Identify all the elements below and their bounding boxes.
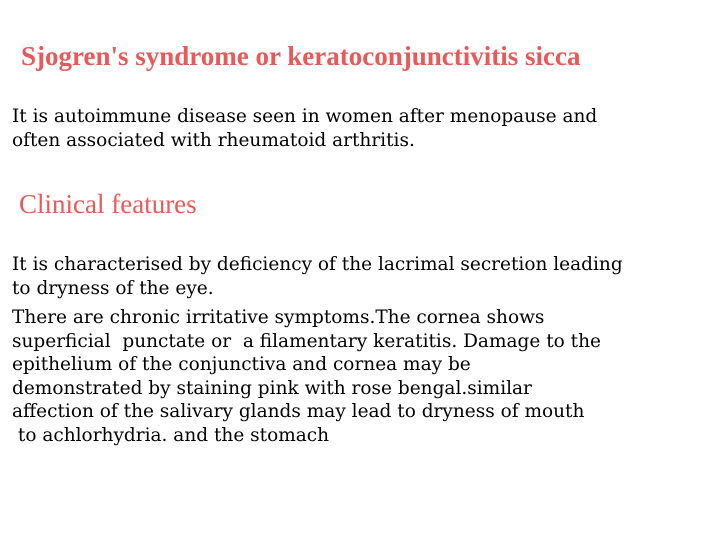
features-line: epithelium of the conjunctiva and cornea may be <box>12 354 471 375</box>
features-line: There are chronic irritative symptoms.The cornea shows <box>12 307 545 328</box>
features-line: superficial punctate or a filamentary keratitis. Damage to the <box>12 330 601 352</box>
features-line: affection of the salivary glands may lead to dryness of mouth <box>12 401 585 422</box>
intro-line: often associated with rheumatoid arthritis. <box>12 129 415 151</box>
section-heading: Clinical features <box>19 189 197 219</box>
intro-line: It is autoimmune disease seen in women after menopause and <box>12 106 598 127</box>
features-line: to dryness of the eye. <box>12 277 214 299</box>
features-paragraph-2 <box>12 306 712 447</box>
features-line: to achlorhydria. and the stomach <box>12 424 330 446</box>
features-paragraph-1 <box>12 253 712 300</box>
features-line: It is characterised by deficiency of the lacrimal secretion leading <box>12 254 623 275</box>
slide-title: Sjogren's syndrome or keratoconjunctivitis sicca <box>21 41 581 71</box>
intro-paragraph <box>12 105 712 152</box>
features-line: demonstrated by staining pink with rose bengal.similar <box>12 377 532 399</box>
